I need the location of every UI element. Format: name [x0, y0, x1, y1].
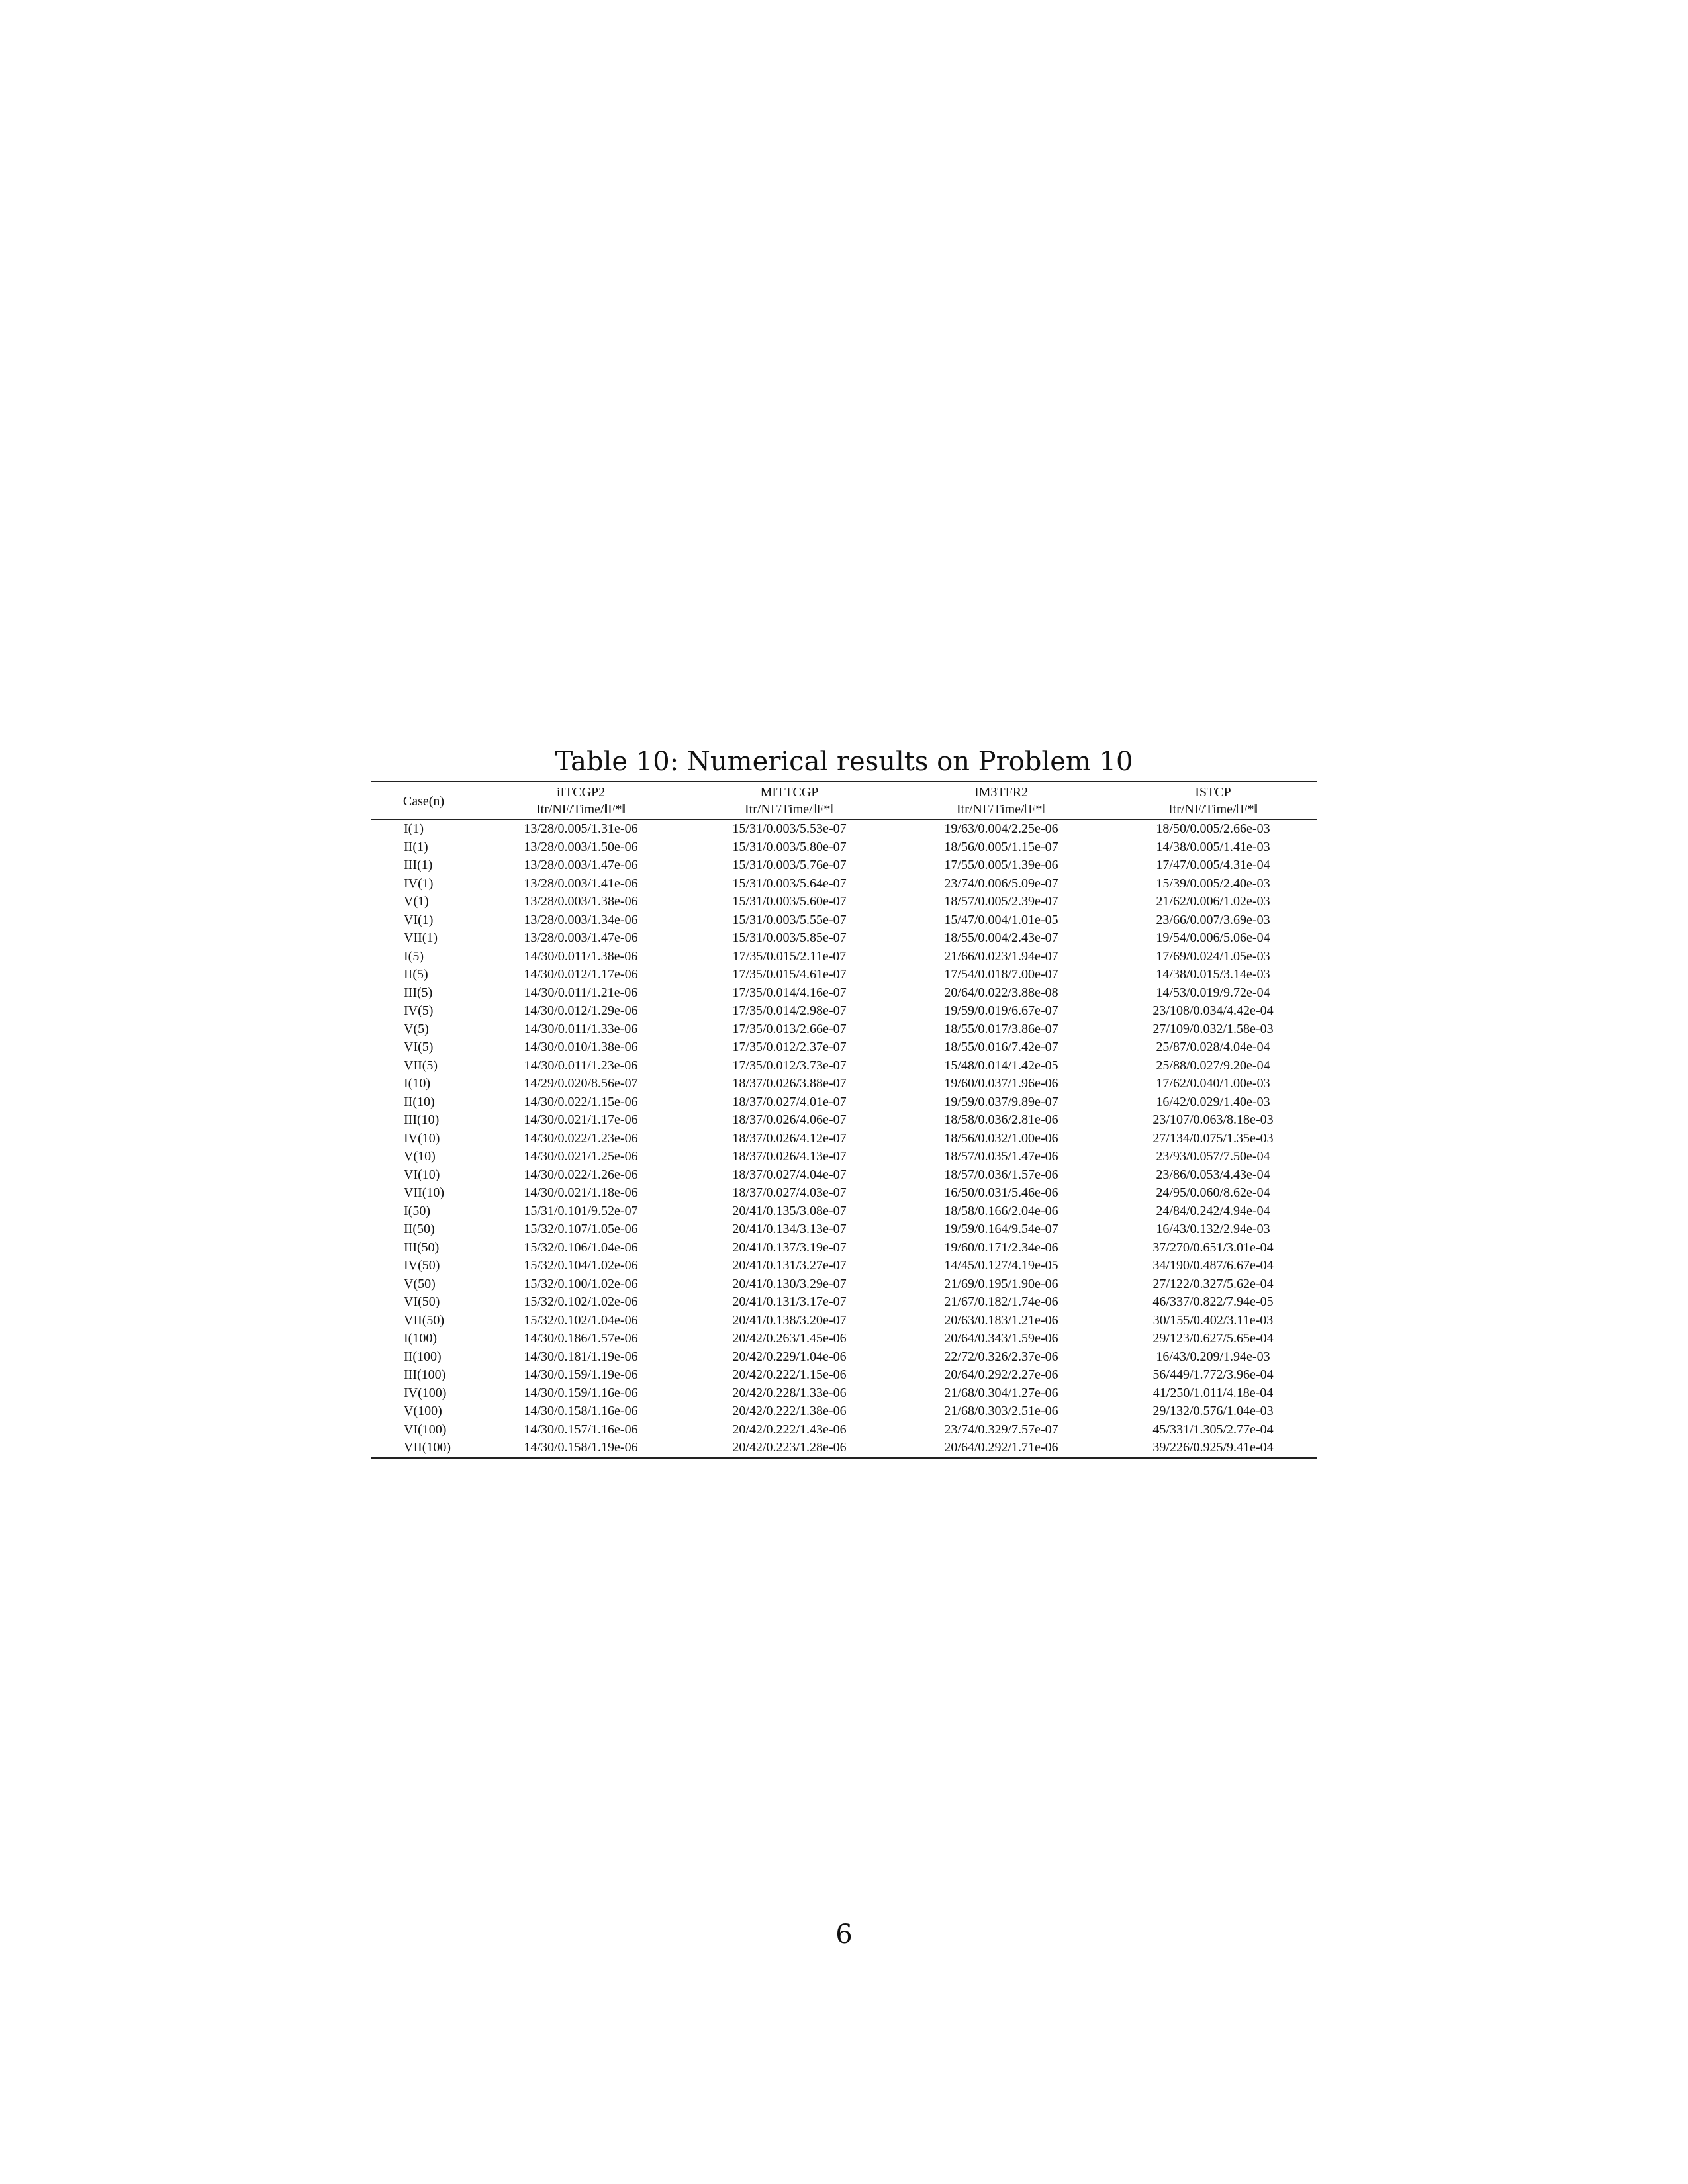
result-cell: 18/55/0.016/7.42e-07: [944, 1040, 1058, 1055]
result-cell: 19/59/0.037/9.89e-07: [944, 1094, 1058, 1109]
case-cell: III(10): [404, 1113, 440, 1128]
case-cell: VII(50): [404, 1312, 445, 1328]
result-cell: 24/95/0.060/8.62e-04: [1156, 1185, 1270, 1201]
result-cell: 18/57/0.036/1.57e-06: [944, 1167, 1058, 1182]
result-cell: 13/28/0.005/1.31e-06: [524, 821, 638, 837]
table-row: [371, 1038, 1317, 1057]
table-row: [371, 1275, 1317, 1294]
result-cell: 20/41/0.138/3.20e-07: [732, 1312, 847, 1328]
result-cell: 13/28/0.003/1.38e-06: [524, 894, 638, 909]
result-cell: 18/37/0.027/4.01e-07: [732, 1094, 847, 1109]
case-cell: II(50): [404, 1222, 435, 1237]
result-cell: 29/132/0.576/1.04e-03: [1152, 1404, 1274, 1419]
method-header-4: ISTCP: [1109, 782, 1317, 801]
result-cell: 15/32/0.104/1.02e-06: [524, 1258, 638, 1273]
result-cell: 14/30/0.186/1.57e-06: [524, 1331, 638, 1346]
result-cell: 18/56/0.005/1.15e-07: [944, 839, 1058, 854]
result-cell: 21/69/0.195/1.90e-06: [944, 1276, 1058, 1291]
result-cell: 18/50/0.005/2.66e-03: [1156, 821, 1270, 837]
table-row: [371, 1421, 1317, 1439]
result-cell: 20/64/0.022/3.88e-08: [944, 985, 1058, 1000]
case-cell: VI(10): [404, 1167, 440, 1182]
metric-subheader-3: Itr/NF/Time/‖F*‖: [894, 801, 1109, 820]
table-row: [371, 948, 1317, 966]
result-cell: 30/155/0.402/3.11e-03: [1152, 1312, 1274, 1328]
table-row: [371, 1093, 1317, 1112]
result-cell: 18/37/0.027/4.03e-07: [732, 1185, 847, 1201]
result-cell: 15/31/0.003/5.53e-07: [732, 821, 847, 837]
table-row: [371, 1111, 1317, 1130]
result-cell: 14/30/0.021/1.18e-06: [524, 1185, 638, 1201]
case-cell: II(5): [404, 967, 428, 982]
result-cell: 37/270/0.651/3.01e-04: [1152, 1240, 1274, 1255]
table-row: [371, 1130, 1317, 1148]
result-cell: 18/58/0.166/2.04e-06: [944, 1203, 1058, 1218]
result-cell: 20/42/0.263/1.45e-06: [732, 1331, 847, 1346]
result-cell: 29/123/0.627/5.65e-04: [1152, 1331, 1274, 1346]
case-cell: V(10): [404, 1149, 436, 1164]
result-cell: 14/38/0.015/3.14e-03: [1156, 967, 1270, 982]
result-cell: 20/41/0.130/3.29e-07: [732, 1276, 847, 1291]
table-row: [371, 1312, 1317, 1330]
result-cell: 20/42/0.223/1.28e-06: [685, 1439, 894, 1458]
case-cell: V(100): [404, 1404, 442, 1419]
result-cell: 21/67/0.182/1.74e-06: [944, 1295, 1058, 1310]
result-cell: 25/88/0.027/9.20e-04: [1156, 1058, 1270, 1073]
results-table: [371, 781, 1317, 1459]
result-cell: 23/93/0.057/7.50e-04: [1156, 1149, 1270, 1164]
result-cell: 14/30/0.010/1.38e-06: [524, 1040, 638, 1055]
result-cell: 13/28/0.003/1.41e-06: [524, 876, 638, 891]
result-cell: 17/35/0.015/4.61e-07: [732, 967, 847, 982]
case-cell: III(50): [404, 1240, 440, 1255]
result-cell: 27/122/0.327/5.62e-04: [1152, 1276, 1274, 1291]
case-cell: III(5): [404, 985, 433, 1000]
table-row: [371, 893, 1317, 911]
case-cell: I(50): [404, 1203, 430, 1218]
result-cell: 20/41/0.135/3.08e-07: [732, 1203, 847, 1218]
method-header-2: MITTCGP: [685, 782, 894, 801]
result-cell: 15/31/0.003/5.60e-07: [732, 894, 847, 909]
table-row: [371, 856, 1317, 875]
result-cell: 14/53/0.019/9.72e-04: [1156, 985, 1270, 1000]
result-cell: 23/86/0.053/4.43e-04: [1156, 1167, 1270, 1182]
result-cell: 19/60/0.037/1.96e-06: [944, 1076, 1058, 1091]
case-cell: II(10): [404, 1094, 435, 1109]
result-cell: 15/47/0.004/1.01e-05: [944, 912, 1058, 927]
table-row: [371, 839, 1317, 857]
result-cell: 13/28/0.003/1.50e-06: [524, 839, 638, 854]
case-cell: I(10): [404, 1076, 430, 1091]
result-cell: 41/250/1.011/4.18e-04: [1152, 1385, 1274, 1400]
result-cell: 14/30/0.012/1.29e-06: [524, 1003, 638, 1019]
result-cell: 14/29/0.020/8.56e-07: [524, 1076, 638, 1091]
result-cell: 16/50/0.031/5.46e-06: [944, 1185, 1058, 1201]
result-cell: 20/42/0.222/1.15e-06: [732, 1367, 847, 1383]
table-row: [371, 1166, 1317, 1185]
result-cell: 16/42/0.029/1.40e-03: [1156, 1094, 1270, 1109]
result-cell: 18/58/0.036/2.81e-06: [944, 1113, 1058, 1128]
result-cell: 15/31/0.101/9.52e-07: [524, 1203, 638, 1218]
table-row: [371, 1184, 1317, 1203]
result-cell: 19/59/0.164/9.54e-07: [944, 1222, 1058, 1237]
result-cell: 16/43/0.209/1.94e-03: [1156, 1349, 1270, 1364]
result-cell: 15/32/0.102/1.04e-06: [524, 1312, 638, 1328]
result-cell: 20/64/0.292/2.27e-06: [944, 1367, 1058, 1383]
table-body: [371, 820, 1317, 1458]
metric-subheader-2: Itr/NF/Time/‖F*‖: [685, 801, 894, 820]
case-cell: V(50): [404, 1276, 436, 1291]
case-column-header: Case(n): [371, 782, 477, 820]
result-cell: 18/37/0.026/4.12e-07: [732, 1130, 847, 1146]
result-cell: 15/31/0.003/5.85e-07: [732, 931, 847, 946]
case-cell: IV(5): [404, 1003, 434, 1019]
case-cell: VII(100): [371, 1439, 477, 1458]
case-cell: V(5): [404, 1021, 429, 1036]
case-cell: IV(1): [404, 876, 434, 891]
table-row: [371, 1220, 1317, 1239]
result-cell: 23/66/0.007/3.69e-03: [1156, 912, 1270, 927]
result-cell: 23/74/0.006/5.09e-07: [944, 876, 1058, 891]
table-caption: Table 10: Numerical results on Problem 10: [555, 747, 1133, 777]
case-cell: VI(5): [404, 1040, 434, 1055]
result-cell: 15/31/0.003/5.55e-07: [732, 912, 847, 927]
result-cell: 17/69/0.024/1.05e-03: [1156, 948, 1270, 964]
result-cell: 14/30/0.021/1.25e-06: [524, 1149, 638, 1164]
table-row: [371, 1366, 1317, 1385]
table-row: [371, 1385, 1317, 1403]
result-cell: 15/39/0.005/2.40e-03: [1156, 876, 1270, 891]
result-cell: 14/30/0.022/1.23e-06: [524, 1130, 638, 1146]
result-cell: 19/54/0.006/5.06e-04: [1156, 931, 1270, 946]
case-cell: II(100): [404, 1349, 442, 1364]
result-cell: 18/57/0.035/1.47e-06: [944, 1149, 1058, 1164]
metric-subheader-1: Itr/NF/Time/‖F*‖: [477, 801, 685, 820]
result-cell: 20/41/0.137/3.19e-07: [732, 1240, 847, 1255]
result-cell: 18/37/0.026/4.13e-07: [732, 1149, 847, 1164]
table-row: [371, 911, 1317, 930]
table-row: [371, 1203, 1317, 1221]
result-cell: 14/30/0.158/1.16e-06: [524, 1404, 638, 1419]
result-cell: 20/64/0.343/1.59e-06: [944, 1331, 1058, 1346]
result-cell: 27/109/0.032/1.58e-03: [1152, 1021, 1274, 1036]
result-cell: 19/60/0.171/2.34e-06: [944, 1240, 1058, 1255]
result-cell: 14/30/0.011/1.33e-06: [524, 1021, 638, 1036]
result-cell: 14/45/0.127/4.19e-05: [944, 1258, 1058, 1273]
case-cell: III(1): [404, 858, 433, 873]
result-cell: 20/41/0.131/3.17e-07: [732, 1295, 847, 1310]
case-cell: I(100): [404, 1331, 437, 1346]
metric-subheader-4: Itr/NF/Time/‖F*‖: [1109, 801, 1317, 820]
page-number: 6: [835, 1919, 853, 1950]
results-table-container: [371, 781, 1317, 1459]
result-cell: 13/28/0.003/1.47e-06: [524, 931, 638, 946]
table-row: [371, 1148, 1317, 1166]
table-row: [371, 820, 1317, 839]
result-cell: 13/28/0.003/1.34e-06: [524, 912, 638, 927]
result-cell: 14/30/0.011/1.21e-06: [524, 985, 638, 1000]
result-cell: 17/55/0.005/1.39e-06: [944, 858, 1058, 873]
result-cell: 20/63/0.183/1.21e-06: [944, 1312, 1058, 1328]
result-cell: 19/63/0.004/2.25e-06: [944, 821, 1058, 837]
result-cell: 14/30/0.159/1.19e-06: [524, 1367, 638, 1383]
result-cell: 14/30/0.021/1.17e-06: [524, 1113, 638, 1128]
result-cell: 18/37/0.026/3.88e-07: [732, 1076, 847, 1091]
result-cell: 17/35/0.012/3.73e-07: [732, 1058, 847, 1073]
result-cell: 17/54/0.018/7.00e-07: [944, 967, 1058, 982]
table-row: [371, 1293, 1317, 1312]
table-row: [371, 1439, 1317, 1458]
case-cell: IV(100): [404, 1385, 447, 1400]
result-cell: 15/32/0.106/1.04e-06: [524, 1240, 638, 1255]
result-cell: 15/32/0.107/1.05e-06: [524, 1222, 638, 1237]
result-cell: 15/32/0.102/1.02e-06: [524, 1295, 638, 1310]
result-cell: 23/74/0.329/7.57e-07: [944, 1422, 1058, 1437]
result-cell: 21/68/0.304/1.27e-06: [944, 1385, 1058, 1400]
result-cell: 18/57/0.005/2.39e-07: [944, 894, 1058, 909]
result-cell: 14/30/0.158/1.19e-06: [477, 1439, 685, 1458]
result-cell: 39/226/0.925/9.41e-04: [1109, 1439, 1317, 1458]
result-cell: 15/32/0.100/1.02e-06: [524, 1276, 638, 1291]
case-cell: III(100): [404, 1367, 446, 1383]
result-cell: 14/30/0.012/1.17e-06: [524, 967, 638, 982]
result-cell: 24/84/0.242/4.94e-04: [1156, 1203, 1270, 1218]
table-row: [371, 1057, 1317, 1075]
table-row: [371, 1002, 1317, 1021]
result-cell: 22/72/0.326/2.37e-06: [944, 1349, 1058, 1364]
result-cell: 23/108/0.034/4.42e-04: [1152, 1003, 1274, 1019]
case-cell: VI(100): [404, 1422, 447, 1437]
result-cell: 16/43/0.132/2.94e-03: [1156, 1222, 1270, 1237]
result-cell: 14/30/0.022/1.26e-06: [524, 1167, 638, 1182]
result-cell: 17/35/0.013/2.66e-07: [732, 1021, 847, 1036]
table-header: [371, 782, 1317, 820]
table-row: [371, 1402, 1317, 1421]
result-cell: 15/48/0.014/1.42e-05: [944, 1058, 1058, 1073]
result-cell: 18/56/0.032/1.00e-06: [944, 1130, 1058, 1146]
result-cell: 17/35/0.015/2.11e-07: [732, 948, 847, 964]
case-cell: VII(1): [404, 931, 438, 946]
case-cell: I(5): [404, 948, 424, 964]
result-cell: 20/41/0.134/3.13e-07: [732, 1222, 847, 1237]
result-cell: 15/31/0.003/5.64e-07: [732, 876, 847, 891]
case-cell: VII(10): [404, 1185, 445, 1201]
case-cell: VII(5): [404, 1058, 438, 1073]
result-cell: 56/449/1.772/3.96e-04: [1152, 1367, 1274, 1383]
result-cell: 21/68/0.303/2.51e-06: [944, 1404, 1058, 1419]
case-cell: I(1): [404, 821, 424, 837]
result-cell: 17/35/0.014/2.98e-07: [732, 1003, 847, 1019]
result-cell: 14/30/0.011/1.23e-06: [524, 1058, 638, 1073]
method-header-1: iITCGP2: [477, 782, 685, 801]
result-cell: 18/37/0.027/4.04e-07: [732, 1167, 847, 1182]
table-row: [371, 875, 1317, 893]
table-row: [371, 1239, 1317, 1257]
result-cell: 20/42/0.222/1.43e-06: [732, 1422, 847, 1437]
result-cell: 23/107/0.063/8.18e-03: [1152, 1113, 1274, 1128]
result-cell: 45/331/1.305/2.77e-04: [1152, 1422, 1274, 1437]
result-cell: 20/42/0.229/1.04e-06: [732, 1349, 847, 1364]
result-cell: 14/30/0.022/1.15e-06: [524, 1094, 638, 1109]
table-row: [371, 1348, 1317, 1367]
result-cell: 15/31/0.003/5.76e-07: [732, 858, 847, 873]
method-header-3: IM3TFR2: [894, 782, 1109, 801]
case-cell: IV(10): [404, 1130, 440, 1146]
table-row: [371, 929, 1317, 948]
result-cell: 46/337/0.822/7.94e-05: [1152, 1295, 1274, 1310]
result-cell: 17/47/0.005/4.31e-04: [1156, 858, 1270, 873]
table-row: [371, 1021, 1317, 1039]
result-cell: 34/190/0.487/6.67e-04: [1152, 1258, 1274, 1273]
result-cell: 21/66/0.023/1.94e-07: [944, 948, 1058, 964]
result-cell: 14/30/0.181/1.19e-06: [524, 1349, 638, 1364]
result-cell: 15/31/0.003/5.80e-07: [732, 839, 847, 854]
result-cell: 18/37/0.026/4.06e-07: [732, 1113, 847, 1128]
result-cell: 14/30/0.159/1.16e-06: [524, 1385, 638, 1400]
case-cell: II(1): [404, 839, 428, 854]
case-cell: V(1): [404, 894, 429, 909]
result-cell: 25/87/0.028/4.04e-04: [1156, 1040, 1270, 1055]
case-cell: VI(1): [404, 912, 434, 927]
result-cell: 17/35/0.012/2.37e-07: [732, 1040, 847, 1055]
result-cell: 17/62/0.040/1.00e-03: [1156, 1076, 1270, 1091]
result-cell: 18/55/0.004/2.43e-07: [944, 931, 1058, 946]
result-cell: 20/41/0.131/3.27e-07: [732, 1258, 847, 1273]
result-cell: 13/28/0.003/1.47e-06: [524, 858, 638, 873]
case-cell: VI(50): [404, 1295, 440, 1310]
result-cell: 14/30/0.011/1.38e-06: [524, 948, 638, 964]
result-cell: 20/64/0.292/1.71e-06: [894, 1439, 1109, 1458]
result-cell: 14/30/0.157/1.16e-06: [524, 1422, 638, 1437]
table-row: [371, 966, 1317, 984]
result-cell: 20/42/0.228/1.33e-06: [732, 1385, 847, 1400]
result-cell: 14/38/0.005/1.41e-03: [1156, 839, 1270, 854]
result-cell: 19/59/0.019/6.67e-07: [944, 1003, 1058, 1019]
case-cell: IV(50): [404, 1258, 440, 1273]
result-cell: 18/55/0.017/3.86e-07: [944, 1021, 1058, 1036]
table-row: [371, 1330, 1317, 1348]
table-row: [371, 1257, 1317, 1275]
result-cell: 17/35/0.014/4.16e-07: [732, 985, 847, 1000]
table-row: [371, 984, 1317, 1003]
result-cell: 21/62/0.006/1.02e-03: [1156, 894, 1270, 909]
result-cell: 20/42/0.222/1.38e-06: [732, 1404, 847, 1419]
table-row: [371, 1075, 1317, 1093]
result-cell: 27/134/0.075/1.35e-03: [1152, 1130, 1274, 1146]
